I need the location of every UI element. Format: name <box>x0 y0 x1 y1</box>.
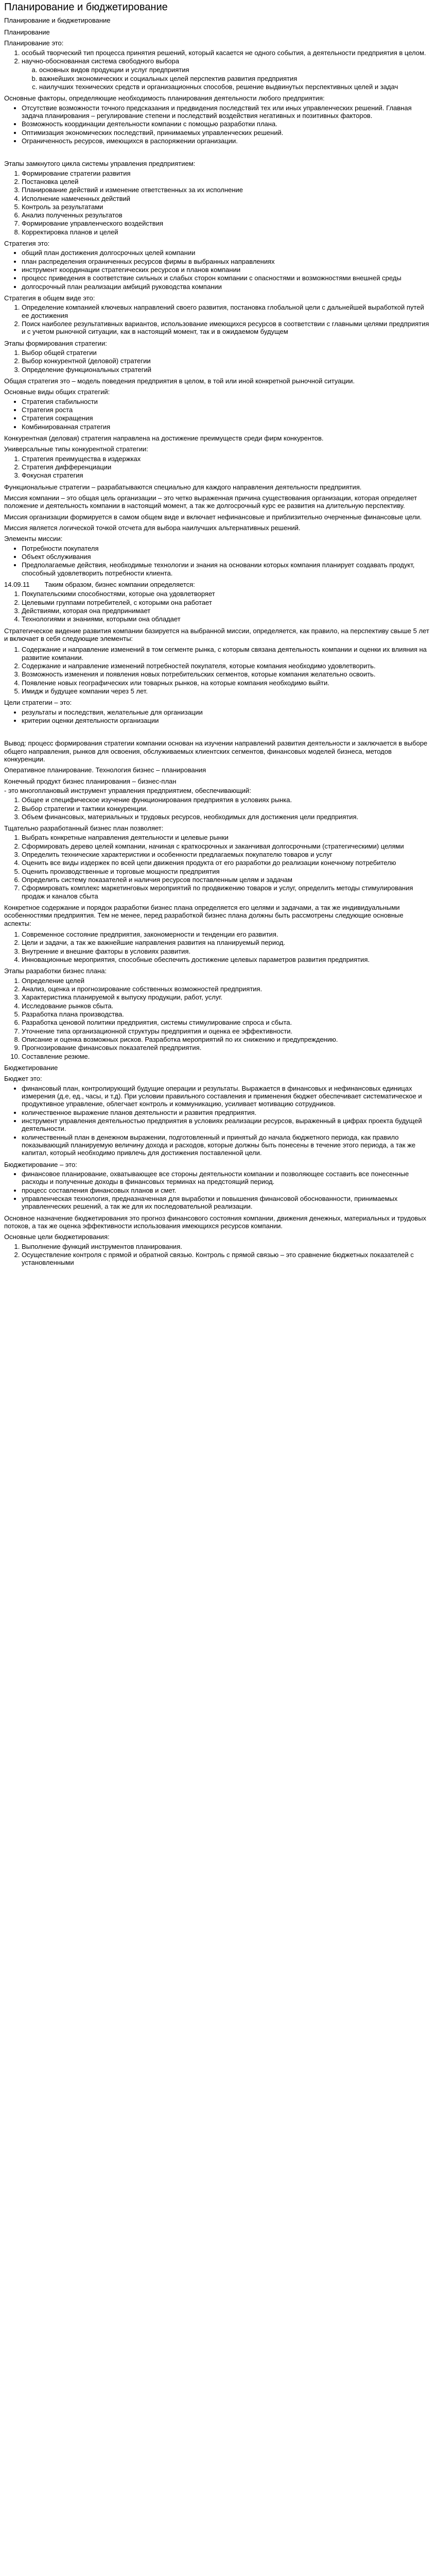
list-item: 1. Определение компанией ключевых направлений своего развития, постановка глобальной цели с дальнейшей выработкой путей ее достижения <box>22 303 432 319</box>
list-item: 7. Формирование управленческого воздействия <box>22 219 432 227</box>
list-item: 10. Составление резюме. <box>22 1053 432 1060</box>
list-item: 2. Стратегия дифференциации <box>22 463 432 471</box>
list-item: • Ограниченность ресурсов, имеющихся в распоряжении организации. <box>22 137 432 145</box>
list-item: 4. Исследование рынков сбыта. <box>22 1002 432 1010</box>
page-title: Планирование и бюджетирование <box>4 2 168 13</box>
list-item: 5. Имидж и будущее компании через 5 лет. <box>22 687 432 695</box>
paragraph-mission: Миссия компании – это общая цель организации – это четко выраженная причина существования организации, которая определяет положение и деятельность компании в настоящий момент, а так же долгосрочный курс ее развития на длительную перспективу. <box>4 494 417 510</box>
strategy-list <box>4 249 432 291</box>
list-item: • Потребности покупателя <box>22 545 432 552</box>
list-item: • общий план достижения долгосрочных целей компании <box>22 249 432 257</box>
list-item: 4. Исполнение намеченных действий <box>22 195 432 202</box>
list-item: 7. Уточнение типа организационной структуры предприятия и оценка ее эффективности. <box>22 1027 432 1035</box>
list-item: 2. Поиск наиболее результативных вариантов, использование имеющихся ресурсов в соответствии с главными целями предприятия и с учетом рыночной ситуации, как в настоящий момент, так и в ожидаемом будущем <box>22 320 432 336</box>
section-label-strategy-broad: Стратегия в общем виде это: <box>4 294 95 302</box>
paragraph-bp-content: Конкретное содержание и порядок разработки бизнес плана определяется его целями и задачами, а так же индивидуальными особенностями предприятия. Тем не менее, перед разработкой бизнес плана должны быть рассмотрены следующие основные аспекты: <box>4 904 404 927</box>
list-item: 3. Действиями, которая она предпринимает <box>22 607 432 615</box>
paragraph-budget-purpose: Основное назначение бюджетирования это прогноз финансового состояния компании, движения денежных, материальных и трудовых потоков, а так же оценка эффективности использования имеющихся ресурсов компании. <box>4 1214 427 1230</box>
spacer <box>4 148 432 160</box>
list-item: 5. Контроль за результатами <box>22 203 432 211</box>
paragraph-operational: Оперативное планирование. Технология бизнес – планирования <box>4 766 206 774</box>
list-item: 8. Описание и оценка возможных рисков. Разработка мероприятий по их снижению и предупреждению. <box>22 1036 432 1043</box>
list-item: • Стратегия роста <box>22 406 432 414</box>
list-item: 2. Выбор конкурентной (деловой) стратегии <box>22 357 432 365</box>
bp-provides-list <box>4 796 432 821</box>
list-item: • финансовое планирование, охватывающее все стороны деятельности компании и позволяющее составить все понесенные расходы и полученные доходы в финансовых терминах на предстоящий период. <box>22 1170 432 1186</box>
list-item: • инструмент координации стратегических ресурсов и планов компании <box>22 266 432 274</box>
cycle-list <box>4 170 432 236</box>
section-label-budgeting-is: Бюджетирование – это: <box>4 1160 77 1168</box>
section-label-universal: Универсальные типы конкурентной стратегии: <box>4 445 148 453</box>
list-item: • инструмент управления деятельностью предприятия в условиях реализации ресурсов, выраженный в цифрах проекта будущей деятельности. <box>22 1117 432 1133</box>
list-item: 1. Современное состояние предприятия, закономерности и тенденции его развития. <box>22 930 432 938</box>
mission-elements-list <box>4 545 432 577</box>
list-item: • управленческая технология, предназначенная для выработки и повышения финансовой обоснованности, принимаемых управленческих решений, а так же для их последовательной реализации. <box>22 1195 432 1211</box>
document-page <box>0 2 436 1277</box>
strategy-stages-list <box>4 349 432 374</box>
spacer <box>4 728 432 739</box>
general-types-list <box>4 398 432 431</box>
list-item: 2. Содержание и направление изменений потребностей покупателя, которые компания необходимо удовлетворить. <box>22 662 432 670</box>
section-label-factors: Основные факторы, определяющие необходимость планирования деятельности любого предприятия: <box>4 94 325 103</box>
section-label-stages: Этапы формирования стратегии: <box>4 339 107 347</box>
list-item: 4. Инновационные мероприятия, способные обеспечить достижение целевых параметров развития предприятия. <box>22 956 432 963</box>
list-item: 2. Целевыми группами потребителей, с которыми она работает <box>22 599 432 606</box>
list-item: 1. Выполнение функций инструментов планирования. <box>22 1243 432 1250</box>
list-item <box>22 57 432 91</box>
list-item: 1. Определение целей <box>22 977 432 985</box>
section-label-planning: Планирование <box>4 28 50 36</box>
list-item: 3. Фокусная стратегия <box>22 471 432 479</box>
budget-goals-list <box>4 1243 432 1267</box>
list-item: • долгосрочный план реализации амбиций руководства компании <box>22 283 432 291</box>
section-label-budget-goals: Основные цели бюджетирования: <box>4 1233 110 1241</box>
list-item: 6. Определить систему показателей и наличия ресурсов поставленным целям и задачам <box>22 876 432 884</box>
bp-stages-list <box>4 977 432 1060</box>
planning-definitions-list <box>4 49 432 91</box>
list-item: 2. Осуществление контроля с прямой и обратной связью. Контроль с прямой связью – это сравнение бюджетных показателей с установленными <box>22 1251 432 1267</box>
list-item: • Стратегия сокращения <box>22 414 432 422</box>
section-label-strategy: Стратегия это: <box>4 240 50 248</box>
list-item: 5. Разработка плана производства. <box>22 1010 432 1018</box>
business-list <box>4 590 432 623</box>
list-item: 1. Покупательскими способностями, которые она удовлетворяет <box>22 590 432 598</box>
list-item: • Оптимизация экономических последствий, принимаемых управленческих решений. <box>22 129 432 137</box>
list-item: 1. Общее и специфическое изучение функционирования предприятия в условиях рынка. <box>22 796 432 804</box>
list-item: 1. Выбор общей стратегии <box>22 349 432 357</box>
bp-allows-list <box>4 834 432 900</box>
list-item: • количественное выражение планов деятельности и развития предприятия. <box>22 1109 432 1116</box>
list-item: b. важнейших экономических и социальных целей перспектив развития предприятия <box>39 75 432 82</box>
list-item: • количественный план в денежном выражении, подготовленный и принятый до начала бюджетного периода, как правило показывающий планируемую величину дохода и расходов, которые должны быть понесены в течение этого периода, а так же капитал, который необходимо привлечь для достижения поставленной цели. <box>22 1133 432 1157</box>
list-item: • процесс составления финансовых планов и смет. <box>22 1187 432 1194</box>
section-label-budgeting: Бюджетирование <box>4 1064 58 1072</box>
goals-list <box>4 708 432 725</box>
universal-list <box>4 455 432 480</box>
strategy-broad-list <box>4 303 432 335</box>
list-item: 4. Технологиями и знаниями, которыми она обладает <box>22 615 432 623</box>
section-label-general-types: Основные виды общих стратегий: <box>4 388 110 396</box>
section-label-bp-stages: Этапы разработки бизнес плана: <box>4 967 107 975</box>
list-item: 3. Объем финансовых, материальных и трудовых ресурсов, необходимых для достижения цели предприятия. <box>22 813 432 821</box>
list-item: 1. особый творческий тип процесса принятия решений, который касается не одного события, а деятельности предприятия в целом. <box>22 49 432 57</box>
section-label-budget-is: Бюджет это: <box>4 1075 42 1083</box>
list-item: • Стратегия стабильности <box>22 398 432 405</box>
list-item: • Отсутствие возможности точного предсказания и предвидения последствий тех или иных управленческих решений. Главная задача планирования – регулирование степени и последствий воздействия негативных и позитивных факторов. <box>22 104 432 120</box>
budget-list <box>4 1084 432 1157</box>
list-item: • процесс приведения в соответствие сильных и слабых сторон компании с опасностями и возможностями внешней среды <box>22 274 432 282</box>
list-item: a. основных видов продукции и услуг предприятия <box>39 66 432 74</box>
list-item: 6. Анализ полученных результатов <box>22 211 432 219</box>
list-item: • Комбинированная стратегия <box>22 423 432 431</box>
paragraph-conclusion: Вывод: процесс формирования стратегии компании основан на изучении направлений развития деятельности и заключается в выборе общего направления, рынков для освоения, обслуживаемых клиентских сегментов, финансовых моделей бизнеса, методов конкуренции. <box>4 739 428 763</box>
vision-list <box>4 646 432 695</box>
section-label-planning-is: Планирование это: <box>4 39 64 47</box>
list-item: • Объект обслуживания <box>22 553 432 561</box>
paragraph-functional: Функциональные стратегии – разрабатываются специально для каждого направления деятельности предприятия. <box>4 483 362 491</box>
bp-aspects-list <box>4 930 432 963</box>
list-item: 6. Разработка ценовой политики предприятия, системы стимулирование спроса и сбыта. <box>22 1019 432 1026</box>
section-label-mission-elements: Элементы миссии: <box>4 535 63 543</box>
list-item: 2. Анализ, оценка и прогнозирование собственных возможностей предприятия. <box>22 985 432 993</box>
list-item: 3. Внутренние и внешние факторы в условиях развития. <box>22 947 432 955</box>
paragraph-mission-start: Миссия является логической точкой отсчета для выбора наилучших альтернативных решений. <box>4 523 301 532</box>
document-subtitle: Планирование и бюджетирование <box>4 16 111 24</box>
list-item: • результаты и последствия, желательные для организации <box>22 708 432 716</box>
list-item: 2. Цели и задачи, а так же важнейшие направления развития на планируемый период. <box>22 939 432 946</box>
list-item: 5. Оценить производственные и торговые мощности предприятия <box>22 868 432 875</box>
list-item: 9. Прогнозирование финансовых показателей предприятия. <box>22 1044 432 1052</box>
list-item: 7. Сформировать комплекс маркетинговых мероприятий по продвижению товаров и услуг, определить методы стимулирования продаж и каналов сбыта <box>22 884 432 900</box>
paragraph-mission-formed: Миссия организации формируется в самом общем виде и включает нефинансовые и приблизительно очерченные финансовые цели. <box>4 513 422 521</box>
paragraph-competitive: Конкурентная (деловая) стратегия направлена на достижение преимуществ среди фирм конкурентов. <box>4 434 324 443</box>
list-item: 3. Характеристика планируемой к выпуску продукции, работ, услуг. <box>22 993 432 1001</box>
list-item: 1. Содержание и направление изменений в том сегменте рынка, с которым связана деятельность компании и оценки их влияния на развитие компании. <box>22 646 432 662</box>
list-item: c. наилучших технических средств и организационных способов, решение выдвинутых перспективных целей и задач <box>39 83 432 91</box>
list-item: 4. Оценить все виды издержек по всей цепи движения продукта от его разработки до реализации конечному потребителю <box>22 859 432 867</box>
list-item: 1. Стратегия преимущества в издержках <box>22 455 432 463</box>
list-item: • финансовый план, контролирующий будущие операции и результаты. Выражается в финансовых и нефинансовых единицах измерения (д.е, ед., часы, и т.д). При условии правильного составления и применения бюджет обеспечивает систематическое и продуктивное управление, облегчает контроль и коммуникацию, усиливает мотивацию сотрудников. <box>22 1084 432 1108</box>
budgeting-list <box>4 1170 432 1211</box>
list-item: 4. Появление новых географических или товарных рынков, на которые компания необходимо выйти. <box>22 679 432 687</box>
factors-list <box>4 104 432 145</box>
list-item: 3. Возможность изменения и появления новых потребительских сегментов, которые компания желательно освоить. <box>22 670 432 678</box>
list-item: 3. Определение функциональных стратегий <box>22 366 432 374</box>
list-item: 2. Постановка целей <box>22 178 432 185</box>
paragraph-bp-doc: - это многоплановый инструмент управления предприятием, обеспечивающий: <box>4 786 251 794</box>
list-item: 3. Планирование действий и изменение ответственных за их исполнение <box>22 186 432 194</box>
list-item: • план распределения ограниченных ресурсов фирмы в выбранных направлениях <box>22 258 432 265</box>
list-item: 8. Корректировка планов и целей <box>22 228 432 236</box>
list-item: 2. Выбор стратегии и тактики конкуренции. <box>22 805 432 812</box>
list-item: 1. Формирование стратегии развития <box>22 170 432 177</box>
paragraph-strategic-vision: Стратегическое видение развития компании базируется на выбранной миссии, определяется, как правило, на перспективу свыше 5 лет и включает в себя следующие элементы: <box>4 626 429 642</box>
planning-choice-sublist <box>22 66 432 91</box>
list-item: 2. Сформировать дерево целей компании, начиная с краткосрочных и заканчивая долгосрочными (стратегическими) целями <box>22 842 432 850</box>
list-item: 3. Определить технические характеристики и особенности предлагаемых покупателю товаров и услуг <box>22 851 432 858</box>
list-item-text: научно-обоснованная система свободного выбора <box>22 57 179 65</box>
section-label-goals: Цели стратегии – это: <box>4 699 72 707</box>
list-item: 1. Выбрать конкретные направления деятельности и целевые рынки <box>22 834 432 841</box>
list-item: • Предполагаемые действия, необходимые технологии и знания на основании которых компания планирует создавать продукт, способный удовлетворить потребности клиента. <box>22 561 432 577</box>
list-item: • критерии оценки деятельности организации <box>22 717 432 724</box>
paragraph-final-product: Конечный продукт бизнес планирования – бизнес-план <box>4 777 177 785</box>
paragraph-dated: 14.09.11 Таким образом, бизнес компании определяется: <box>4 580 195 588</box>
list-item: • Возможность координации деятельности компании с помощью разработки плана. <box>22 120 432 128</box>
paragraph-general-strategy: Общая стратегия это – модель поведения предприятия в целом, в той или иной конкретной рыночной ситуации. <box>4 377 355 385</box>
section-label-bp-allows: Тщательно разработанный бизнес план позволяет: <box>4 824 164 833</box>
section-label-cycle: Этапы замкнутого цикла системы управления предприятием: <box>4 160 196 168</box>
